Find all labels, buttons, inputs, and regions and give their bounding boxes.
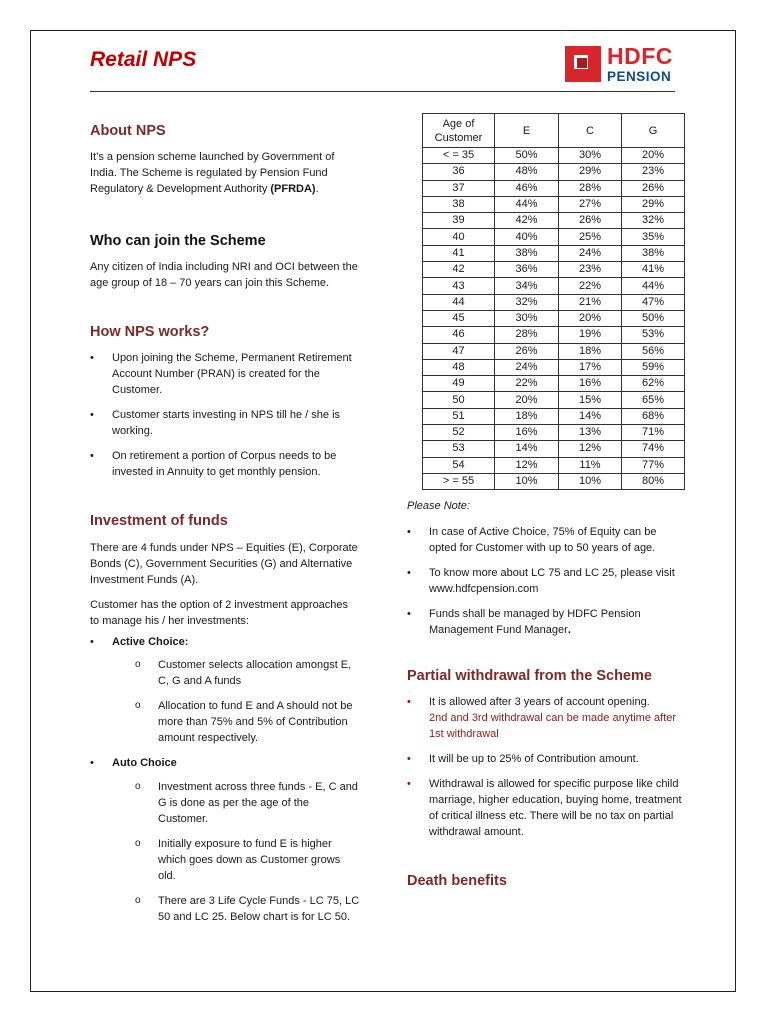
table-cell: 39 [423,213,495,229]
active-choice-list [90,657,360,746]
table-cell: 53 [423,441,495,457]
table-cell: 68% [622,408,685,424]
who-text: Any citizen of India including NRI and OCI between the age group of 18 – 70 years can join this Scheme. [90,261,358,289]
table-cell: 36% [495,262,559,278]
list-item [90,755,360,771]
table-cell: 37 [423,180,495,196]
table-row [423,359,685,375]
table-cell: 29% [559,164,622,180]
table-cell: 26% [622,180,685,196]
table-cell: > = 55 [423,473,495,489]
table-cell: 22% [559,278,622,294]
table-row [423,278,685,294]
table-cell: 50% [622,310,685,326]
table-cell: 16% [495,425,559,441]
list-item: • To know more about LC 75 and LC 25, please visit www.hdfcpension.com [407,565,687,597]
page-title: Retail NPS [90,48,197,71]
table-cell: 50% [495,148,559,164]
investment-para-2: Customer has the option of 2 investment approaches to manage his / her investments: [90,599,349,627]
table-cell: 12% [495,457,559,473]
investment-section [90,513,360,934]
table-row [423,262,685,278]
table-cell: 14% [495,441,559,457]
lc50-allocation-table [422,113,685,490]
table-cell: 28% [495,327,559,343]
note-section [407,498,687,647]
table-cell: 10% [495,473,559,489]
table-cell: 46% [495,180,559,196]
table-cell: 11% [559,457,622,473]
table-row [423,392,685,408]
list-item: • Funds shall be managed by HDFC Pension Management Fund Manager. [407,606,687,638]
table-cell: 65% [622,392,685,408]
table-cell: 38% [495,245,559,261]
table-row [423,180,685,196]
table-body [423,148,685,490]
list-item: o Customer selects allocation amongst E, C, G and A funds [135,657,360,689]
approach-list-2 [90,755,360,771]
table-cell: 18% [559,343,622,359]
list-item: • Withdrawal is allowed for specific purpose like child marriage, higher education, buying home, treatment of critical illness etc. There will be no tax on partial withdrawal amount. [407,776,687,840]
logo-mark-icon [565,46,601,82]
table-cell: 20% [559,310,622,326]
table-cell: 20% [495,392,559,408]
note-label: Please Note: [407,500,470,512]
auto-choice-label: Auto Choice [112,757,177,769]
table-row [423,425,685,441]
table-row [423,294,685,310]
who-section [90,233,360,291]
table-cell: 40% [495,229,559,245]
table-cell: 25% [559,229,622,245]
table-cell: 23% [622,164,685,180]
table-cell: 32% [495,294,559,310]
table-cell: 42 [423,262,495,278]
table-row [423,229,685,245]
table-cell: 10% [559,473,622,489]
table-row [423,245,685,261]
table-cell: 32% [622,213,685,229]
table-cell: 19% [559,327,622,343]
table-cell: 59% [622,359,685,375]
table-cell: 21% [559,294,622,310]
list-item: • On retirement a portion of Corpus needs to be invested in Annuity to get monthly pension. [90,448,360,480]
table-cell: 45 [423,310,495,326]
table-cell: 50 [423,392,495,408]
about-section [90,123,360,197]
table-cell: 48 [423,359,495,375]
table-cell: 18% [495,408,559,424]
list-item: o There are 3 Life Cycle Funds - LC 75, LC 50 and LC 25. Below chart is for LC 50. [135,893,360,925]
table-cell: 42% [495,213,559,229]
table-cell: 80% [622,473,685,489]
logo-text-hdfc: HDFC [607,43,673,69]
how-list [90,350,360,480]
list-item: o Investment across three funds - E, C and G is done as per the age of the Customer. [135,779,360,827]
table-cell: 34% [495,278,559,294]
list-item: • In case of Active Choice, 75% of Equity can be opted for Customer with up to 50 years of age. [407,524,687,556]
table-cell: 29% [622,196,685,212]
table-cell: 46 [423,327,495,343]
table-cell: 38 [423,196,495,212]
title-divider [90,91,675,92]
table-cell: 47 [423,343,495,359]
table-cell: 48% [495,164,559,180]
table-row [423,473,685,489]
table-cell: 43 [423,278,495,294]
table-cell: 44 [423,294,495,310]
partial-heading: Partial withdrawal from the Scheme [407,668,652,684]
table-cell: 14% [559,408,622,424]
col-header-g: G [622,114,685,148]
table-cell: 38% [622,245,685,261]
table-cell: 53% [622,327,685,343]
table-row [423,310,685,326]
table-row [423,441,685,457]
table-cell: 24% [495,359,559,375]
table-row [423,327,685,343]
table-cell: 51 [423,408,495,424]
table-cell: 22% [495,376,559,392]
table-cell: 30% [559,148,622,164]
table-cell: 27% [559,196,622,212]
death-benefits-section [407,873,687,889]
table-cell: 44% [622,278,685,294]
table-row [423,213,685,229]
table-cell: 40 [423,229,495,245]
table-row [423,343,685,359]
partial-list [407,694,687,840]
table-row [423,148,685,164]
table-cell: 47% [622,294,685,310]
about-text: It’s a pension scheme launched by Government of India. The Scheme is regulated by Pension Fund Regulatory & Development Authority (PFRDA). [90,151,335,195]
table-cell: 36 [423,164,495,180]
table-cell: 71% [622,425,685,441]
col-header-e: E [495,114,559,148]
table-cell: 44% [495,196,559,212]
table-cell: 24% [559,245,622,261]
list-item: • Upon joining the Scheme, Permanent Retirement Account Number (PRAN) is created for the Customer. [90,350,360,398]
table-cell: 35% [622,229,685,245]
logo-text-pension: PENSION [607,69,672,84]
investment-heading: Investment of funds [90,513,228,529]
list-item: o Initially exposure to fund E is higher which goes down as Customer grows old. [135,836,360,884]
table-cell: 17% [559,359,622,375]
table-cell: 74% [622,441,685,457]
table-cell: 23% [559,262,622,278]
partial-highlight: 2nd and 3rd withdrawal can be made anytime after 1st withdrawal [429,712,677,740]
table-cell: 16% [559,376,622,392]
table-cell: 62% [622,376,685,392]
table-row [423,457,685,473]
table-cell: 41% [622,262,685,278]
table-cell: 20% [622,148,685,164]
list-item: o Allocation to fund E and A should not be more than 75% and 5% of Contribution amount respectively. [135,698,360,746]
table-cell: 26% [559,213,622,229]
approach-list [90,634,360,650]
how-heading: How NPS works? [90,324,210,340]
col-header-c: C [559,114,622,148]
active-choice-label: Active Choice: [112,636,189,648]
table-cell: 13% [559,425,622,441]
list-item: • Customer starts investing in NPS till he / she is working. [90,407,360,439]
list-item: • It is allowed after 3 years of account opening. 2nd and 3rd withdrawal can be made anytime after 1st withdrawal [407,694,687,742]
table-cell: 52 [423,425,495,441]
hdfc-pension-logo [565,44,680,86]
about-heading: About NPS [90,123,166,139]
table-row [423,164,685,180]
table-header-row [423,114,685,148]
table-cell: 12% [559,441,622,457]
table-cell: 41 [423,245,495,261]
table-cell: 49 [423,376,495,392]
list-item: • It will be up to 25% of Contribution amount. [407,751,687,767]
col-header-age: Age of Customer [423,114,495,148]
table-cell: 77% [622,457,685,473]
table-cell: 56% [622,343,685,359]
table-cell: 15% [559,392,622,408]
auto-choice-list [90,779,360,925]
investment-para-1: There are 4 funds under NPS – Equities (E), Corporate Bonds (C), Government Securities (G) and Alternative Investment Funds (A). [90,542,358,586]
table-row [423,408,685,424]
table-row [423,196,685,212]
table-cell: 30% [495,310,559,326]
table-cell: 54 [423,457,495,473]
table-cell: 26% [495,343,559,359]
how-section [90,324,360,489]
table-cell: < = 35 [423,148,495,164]
note-list [407,524,687,638]
partial-withdrawal-section [407,668,687,849]
death-heading: Death benefits [407,873,507,889]
who-heading: Who can join the Scheme [90,233,266,249]
table-row [423,376,685,392]
table-cell: 28% [559,180,622,196]
list-item [90,634,360,650]
